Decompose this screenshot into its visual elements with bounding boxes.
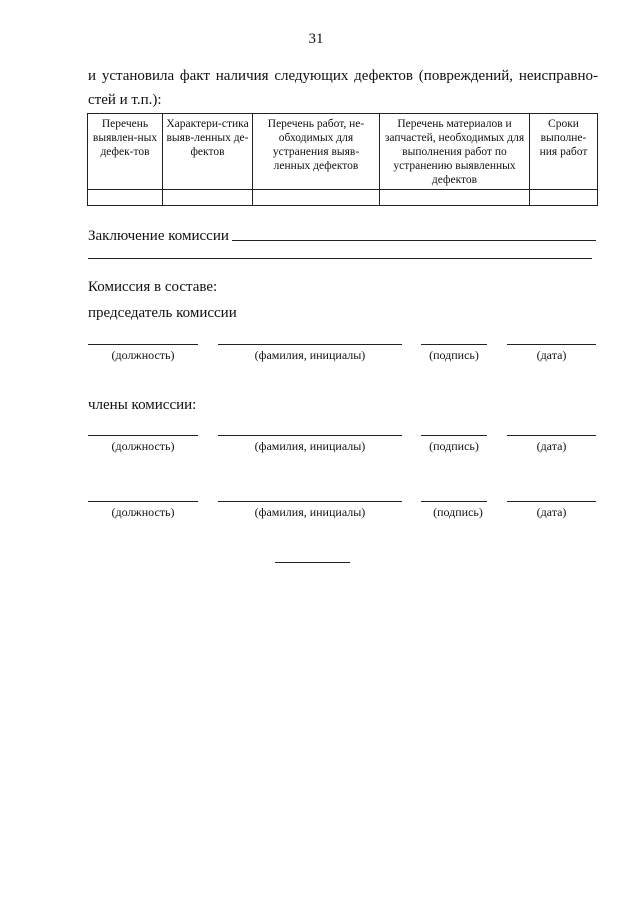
commission-title: Комиссия в составе: bbox=[88, 279, 218, 295]
caption-name: (фамилия, инициалы) bbox=[254, 439, 366, 453]
caption-signature: (подпись) bbox=[433, 505, 483, 519]
table-cell-empty bbox=[88, 190, 163, 206]
member-1-date-line bbox=[507, 435, 596, 436]
intro-text-line-2: стей и т.п.): bbox=[88, 92, 162, 108]
caption-date: (дата) bbox=[536, 505, 567, 519]
table-cell-empty bbox=[530, 190, 598, 206]
conclusion-fill-line-2 bbox=[88, 258, 592, 259]
intro-text-line-1: и установила факт наличия следующих дефектов (повреждений, неисправно- bbox=[88, 68, 598, 84]
chairman-date-line bbox=[507, 344, 596, 345]
conclusion-label: Заключение комиссии bbox=[88, 228, 229, 244]
caption-position: (должность) bbox=[111, 348, 175, 362]
table-row bbox=[88, 190, 598, 206]
table-cell-empty bbox=[253, 190, 380, 206]
page-number: 31 bbox=[308, 31, 324, 47]
table-cell-empty bbox=[163, 190, 253, 206]
caption-date: (дата) bbox=[536, 348, 567, 362]
member-2-name-line bbox=[218, 501, 402, 502]
member-2-signature-line bbox=[421, 501, 487, 502]
member-1-position-line bbox=[88, 435, 198, 436]
caption-name: (фамилия, инициалы) bbox=[254, 348, 366, 362]
header-defects-list: Перечень выявлен-ных дефек-тов bbox=[88, 114, 163, 190]
caption-position: (должность) bbox=[111, 505, 175, 519]
header-deadlines: Сроки выполне-ния работ bbox=[530, 114, 598, 190]
conclusion-fill-line bbox=[232, 240, 596, 241]
header-materials-list: Перечень материалов и запчастей, необходимых для выполнения работ по устранению выявленных дефектов bbox=[380, 114, 530, 190]
chairman-name-line bbox=[218, 344, 402, 345]
defects-table bbox=[87, 113, 598, 206]
caption-position: (должность) bbox=[111, 439, 175, 453]
table-cell-empty bbox=[380, 190, 530, 206]
chairman-label: председатель комиссии bbox=[88, 305, 237, 321]
header-defects-characteristics: Характери-стика выяв-ленных де-фектов bbox=[163, 114, 253, 190]
caption-signature: (подпись) bbox=[429, 439, 479, 453]
chairman-position-line bbox=[88, 344, 198, 345]
defects-table-header-row bbox=[88, 114, 598, 190]
members-label: члены комиссии: bbox=[88, 397, 197, 413]
member-1-signature-line bbox=[421, 435, 487, 436]
closing-divider bbox=[275, 562, 350, 563]
caption-signature: (подпись) bbox=[429, 348, 479, 362]
caption-date: (дата) bbox=[536, 439, 567, 453]
member-2-position-line bbox=[88, 501, 198, 502]
header-works-list: Перечень работ, не-обходимых для устранения выяв-ленных дефектов bbox=[253, 114, 380, 190]
caption-name: (фамилия, инициалы) bbox=[254, 505, 366, 519]
chairman-signature-line bbox=[421, 344, 487, 345]
member-2-date-line bbox=[507, 501, 596, 502]
member-1-name-line bbox=[218, 435, 402, 436]
